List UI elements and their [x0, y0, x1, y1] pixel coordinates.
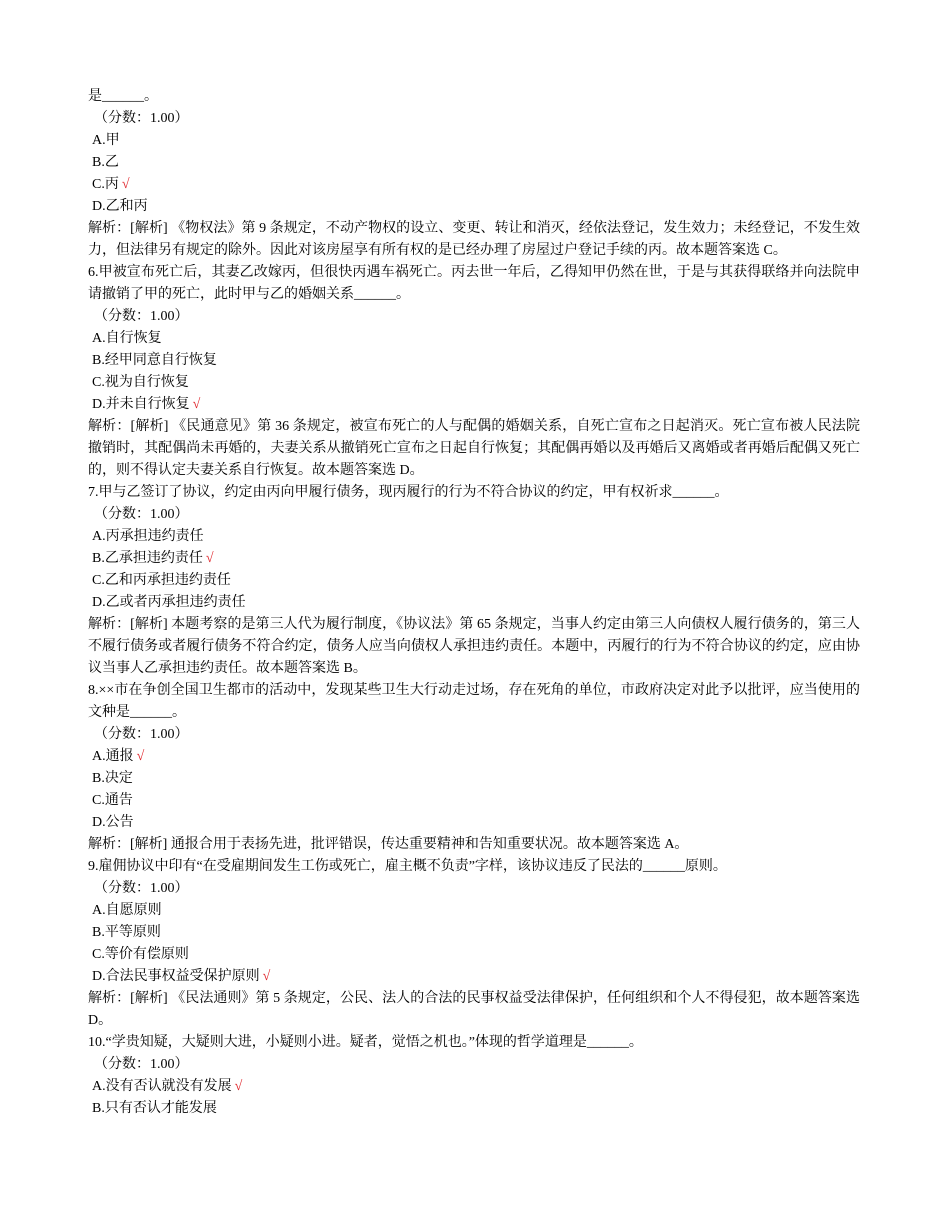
q5-stem-tail: 是______。	[88, 89, 158, 104]
q5-option-d: D.乙和丙	[92, 199, 148, 214]
q8-option-c: C.通告	[92, 793, 133, 808]
q7-option-a: A.丙承担违约责任	[92, 529, 204, 544]
q10-stem: 10.“学贵知疑，大疑则大进，小疑则小进。疑者，觉悟之机也。”体现的哲学道理是______。	[88, 1035, 643, 1050]
q7-stem: 7.甲与乙签订了协议，约定由丙向甲履行债务，现丙履行的行为不符合协议的约定，甲有权祈求______。	[88, 485, 729, 500]
q8-option-d: D.公告	[92, 815, 134, 830]
correct-check-icon: √	[234, 1079, 243, 1094]
q8-analysis: 解析：[解析] 通报合用于表扬先进，批评错误，传达重要精神和告知重要状况。故本题答案选 A。	[88, 837, 689, 852]
q8-score: （分数：1.00）	[94, 727, 189, 742]
q6-option-a: A.自行恢复	[92, 331, 162, 346]
q9-analysis: 解析：[解析] 《民法通则》第 5 条规定，公民、法人的合法的民事权益受法律保护，任何组织和个人不得侵犯，故本题答案选 D。	[88, 991, 860, 1028]
q5-option-c: C.丙 √	[92, 177, 130, 192]
correct-check-icon: √	[136, 749, 145, 764]
q10-option-a: A.没有否认就没有发展 √	[92, 1079, 243, 1094]
q9-score: （分数：1.00）	[94, 881, 189, 896]
q7-option-b: B.乙承担违约责任 √	[92, 551, 214, 566]
q9-option-c: C.等价有偿原则	[92, 947, 189, 962]
q9-stem: 9.雇佣协议中印有“在受雇期间发生工伤或死亡，雇主概不负责”字样，该协议违反了民法的______原则。	[88, 859, 727, 874]
q7-analysis: 解析：[解析] 本题考察的是第三人代为履行制度，《协议法》第 65 条规定，当事人约定由第三人向债权人履行债务的，第三人不履行债务或者履行债务不符合约定，债务人应当向债权人承担违约责任。本题中，丙履行的行为不符合协议的约定，应由协议当事人乙承担违约责任。故本题答案选 B。	[88, 617, 860, 676]
q7-option-c: C.乙和丙承担违约责任	[92, 573, 231, 588]
correct-check-icon: √	[121, 177, 130, 192]
q6-score: （分数：1.00）	[94, 309, 189, 324]
q10-option-b: B.只有否认才能发展	[92, 1101, 217, 1116]
q5-option-b: B.乙	[92, 155, 119, 170]
q7-score: （分数：1.00）	[94, 507, 189, 522]
q9-option-b: B.平等原则	[92, 925, 161, 940]
q6-option-c: C.视为自行恢复	[92, 375, 189, 390]
exam-document	[88, 86, 860, 1120]
correct-check-icon: √	[192, 397, 201, 412]
q5-score: （分数：1.00）	[94, 111, 189, 126]
q5-analysis: 解析：[解析] 《物权法》第 9 条规定，不动产物权的设立、变更、转让和消灭，经依法登记，发生效力；未经登记，不发生效力，但法律另有规定的除外。因此对该房屋享有所有权的是已经办理了房屋过户登记手续的丙。故本题答案选 C。	[88, 221, 860, 258]
q5-option-a: A.甲	[92, 133, 120, 148]
q8-option-a: A.通报 √	[92, 749, 145, 764]
q6-option-d: D.并未自行恢复 √	[92, 397, 201, 412]
q6-stem: 6.甲被宣布死亡后，其妻乙改嫁丙，但很快丙遇车祸死亡。丙去世一年后，乙得知甲仍然在世，于是与其获得联络并向法院申请撤销了甲的死亡，此时甲与乙的婚姻关系______。	[88, 265, 860, 302]
q9-option-a: A.自愿原则	[92, 903, 162, 918]
q6-option-b: B.经甲同意自行恢复	[92, 353, 217, 368]
q8-stem: 8.××市在争创全国卫生都市的活动中，发现某些卫生大行动走过场，存在死角的单位，市政府决定对此予以批评，应当使用的文种是______。	[88, 683, 860, 720]
q10-score: （分数：1.00）	[94, 1057, 189, 1072]
correct-check-icon: √	[205, 551, 214, 566]
q8-option-b: B.决定	[92, 771, 133, 786]
correct-check-icon: √	[262, 969, 271, 984]
q7-option-d: D.乙或者丙承担违约责任	[92, 595, 246, 610]
q6-analysis: 解析：[解析] 《民通意见》第 36 条规定，被宣布死亡的人与配偶的婚姻关系，自死亡宣布之日起消灭。死亡宣布被人民法院撤销时，其配偶尚未再婚的，夫妻关系从撤销死亡宣布之日起自行恢复；其配偶再婚以及再婚后又离婚或者再婚后配偶又死亡的，则不得认定夫妻关系自行恢复。故本题答案选 D。	[88, 419, 860, 478]
q9-option-d: D.合法民事权益受保护原则 √	[92, 969, 271, 984]
